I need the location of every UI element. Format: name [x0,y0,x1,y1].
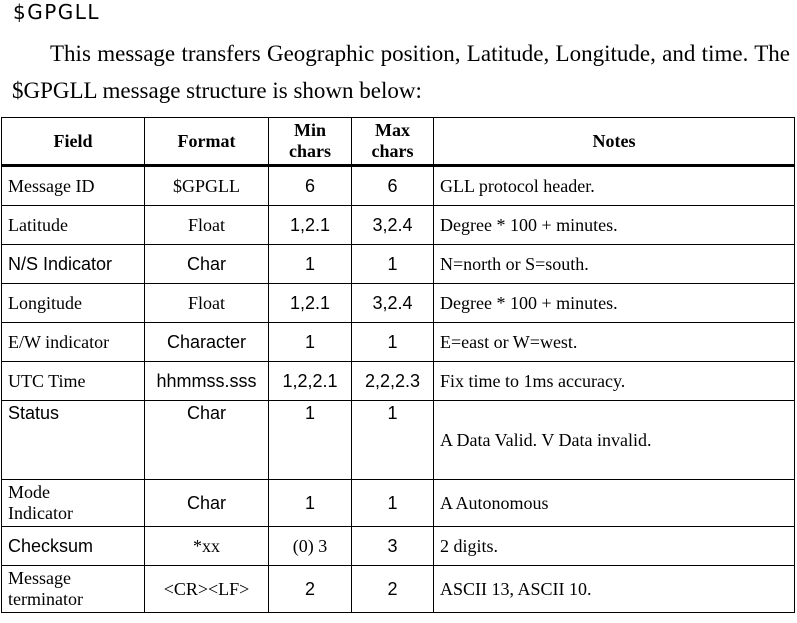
cell-field: Status [2,401,145,480]
cell-min: 1,2.1 [269,284,352,323]
cell-notes: GLL protocol header. [434,166,795,206]
cell-max: 3,2.4 [352,206,434,245]
cell-max: 3,2.4 [352,284,434,323]
table-row [2,323,795,362]
cell-format: $GPGLL [145,166,269,206]
cell-max: 3 [352,527,434,566]
cell-notes: E=east or W=west. [434,323,795,362]
cell-notes: Degree * 100 + minutes. [434,206,795,245]
cell-min: (0) 3 [269,527,352,566]
table-row [2,166,795,206]
cell-field: Latitude [2,206,145,245]
table-row [2,284,795,323]
cell-notes: A Data Valid. V Data invalid. [434,401,795,480]
cell-notes: N=north or S=south. [434,245,795,284]
cell-max: 1 [352,245,434,284]
cell-min: 2 [269,566,352,613]
cell-min: 1 [269,401,352,480]
cell-format: Character [145,323,269,362]
cell-max: 1 [352,323,434,362]
table-header-row [2,118,795,166]
cell-format: Char [145,245,269,284]
cell-max: 2,2,2.3 [352,362,434,401]
header-field: Field [2,118,145,166]
header-format: Format [145,118,269,166]
cell-format: Char [145,480,269,527]
gpgll-structure-table [1,117,795,613]
cell-field: Mode Indicator [2,480,145,527]
cell-format: Char [145,401,269,480]
cell-notes: 2 digits. [434,527,795,566]
cell-min: 1 [269,480,352,527]
cell-field: Checksum [2,527,145,566]
table-row [2,245,795,284]
cell-field: N/S Indicator [2,245,145,284]
cell-field: UTC Time [2,362,145,401]
cell-notes: A Autonomous [434,480,795,527]
cell-field: Message ID [2,166,145,206]
cell-max: 1 [352,480,434,527]
cell-format: hhmmss.sss [145,362,269,401]
cell-field: Message terminator [2,566,145,613]
table-row [2,362,795,401]
table-row [2,480,795,527]
header-notes: Notes [434,118,795,166]
cell-min: 6 [269,166,352,206]
cell-notes: Degree * 100 + minutes. [434,284,795,323]
cell-format: *xx [145,527,269,566]
cell-field: Longitude [2,284,145,323]
header-min-chars: Min chars [269,118,352,166]
cell-format: Float [145,206,269,245]
cell-format: <CR><LF> [145,566,269,613]
cell-notes: ASCII 13, ASCII 10. [434,566,795,613]
cell-max: 6 [352,166,434,206]
cell-min: 1 [269,245,352,284]
cell-max: 1 [352,401,434,480]
section-heading: $GPGLL [13,0,101,24]
table-row [2,401,795,480]
intro-paragraph: This message transfers Geographic position, Latitude, Longitude, and time. The $GPGLL message structure is shown below: [12,41,790,103]
header-max-chars: Max chars [352,118,434,166]
cell-notes: Fix time to 1ms accuracy. [434,362,795,401]
cell-min: 1,2.1 [269,206,352,245]
cell-field: E/W indicator [2,323,145,362]
table-row [2,566,795,613]
cell-min: 1,2,2.1 [269,362,352,401]
cell-min: 1 [269,323,352,362]
table-row [2,206,795,245]
cell-format: Float [145,284,269,323]
table-row [2,527,795,566]
cell-max: 2 [352,566,434,613]
